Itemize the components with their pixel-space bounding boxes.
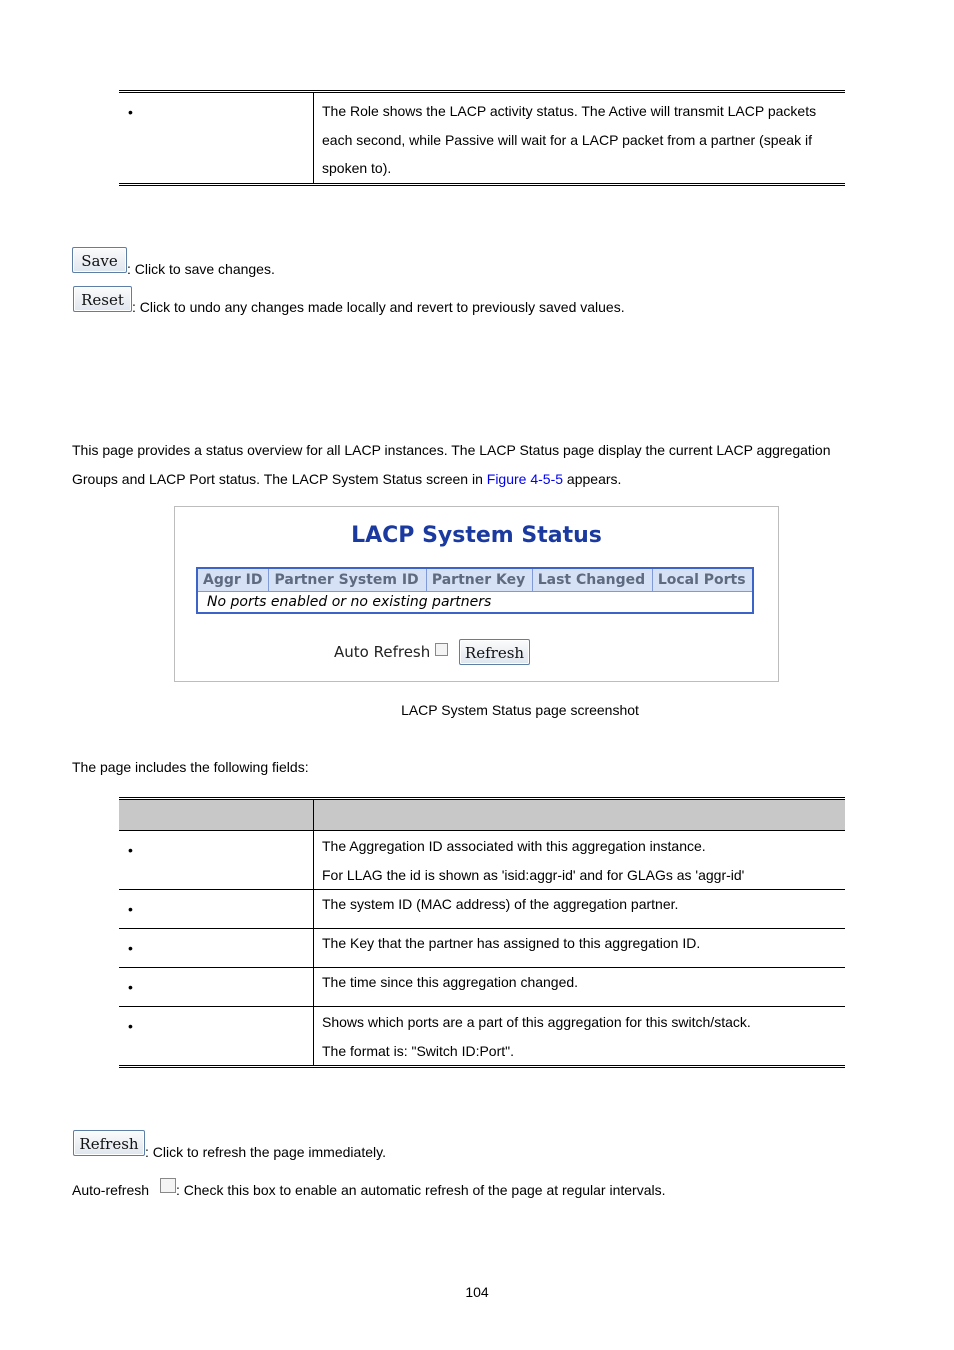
header-cell-description [314, 799, 846, 831]
auto-refresh-description: : Check this box to enable an automatic refresh of the page at regular intervals. [176, 1182, 666, 1198]
screenshot-title: LACP System Status [351, 523, 602, 548]
column-header: Partner Key [426, 568, 532, 592]
field-desc-line: Shows which ports are a part of this aggregation for this switch/stack. [322, 1014, 751, 1030]
role-desc-line: each second, while Passive will wait for a LACP packet from a partner (speak if [322, 131, 812, 148]
auto-refresh-label: Auto Refresh [334, 643, 431, 661]
intro-line-2: Groups and LACP Port status. The LACP System Status screen in Figure 4-5-5 appears. [72, 471, 622, 487]
intro-line-1: This page provides a status overview for all LACP instances. The LACP Status page display the current LACP aggregation [72, 442, 831, 458]
save-button[interactable]: Save [72, 247, 127, 273]
reset-description: : Click to undo any changes made locally and revert to previously saved values. [132, 299, 625, 315]
column-header: Aggr ID [197, 568, 269, 592]
field-desc-line: The Aggregation ID associated with this aggregation instance. [322, 838, 706, 854]
refresh-button[interactable]: Refresh [459, 639, 530, 665]
auto-refresh-checkbox[interactable] [160, 1178, 176, 1193]
fields-intro: The page includes the following fields: [72, 759, 309, 775]
refresh-button[interactable]: Refresh [73, 1130, 145, 1156]
role-desc-line: The Role shows the LACP activity status. The Active will transmit LACP packets [322, 103, 817, 119]
role-desc-line: spoken to). [322, 160, 392, 176]
empty-message: No ports enabled or no existing partners [207, 594, 492, 610]
bullet: • [128, 901, 133, 917]
reset-button[interactable]: Reset [73, 286, 132, 312]
figure-link[interactable]: Figure 4-5-5 [486, 471, 564, 487]
field-desc-line: The Key that the partner has assigned to this aggregation ID. [322, 935, 701, 951]
field-desc-line: The format is: "Switch ID:Port". [322, 1042, 514, 1059]
save-description: : Click to save changes. [127, 261, 275, 277]
header-cell-object [119, 799, 314, 831]
bullet: • [128, 979, 133, 995]
auto-refresh-label: Auto-refresh [72, 1182, 150, 1198]
figure-caption: LACP System Status page screenshot [401, 702, 639, 718]
column-header: Local Ports [652, 568, 753, 592]
field-desc-line: The time since this aggregation changed. [322, 974, 579, 990]
bullet: • [128, 1018, 133, 1034]
bullet: • [128, 842, 133, 858]
page-number: 104 [465, 1284, 489, 1300]
field-desc-line: The system ID (MAC address) of the aggregation partner. [322, 896, 679, 912]
lacp-status-table [196, 567, 754, 614]
bullet: • [128, 940, 133, 956]
auto-refresh-checkbox[interactable] [435, 643, 448, 656]
lacp-status-screenshot [174, 506, 779, 682]
field-desc-line: For LLAG the id is shown as 'isid:aggr-id' and for GLAGs as 'aggr-id' [322, 866, 745, 883]
column-header: Partner System ID [269, 568, 426, 592]
bullet: • [128, 104, 133, 120]
column-header: Last Changed [532, 568, 652, 592]
fields-table [119, 797, 845, 1068]
refresh-description: : Click to refresh the page immediately. [145, 1144, 386, 1160]
role-table [119, 90, 845, 186]
